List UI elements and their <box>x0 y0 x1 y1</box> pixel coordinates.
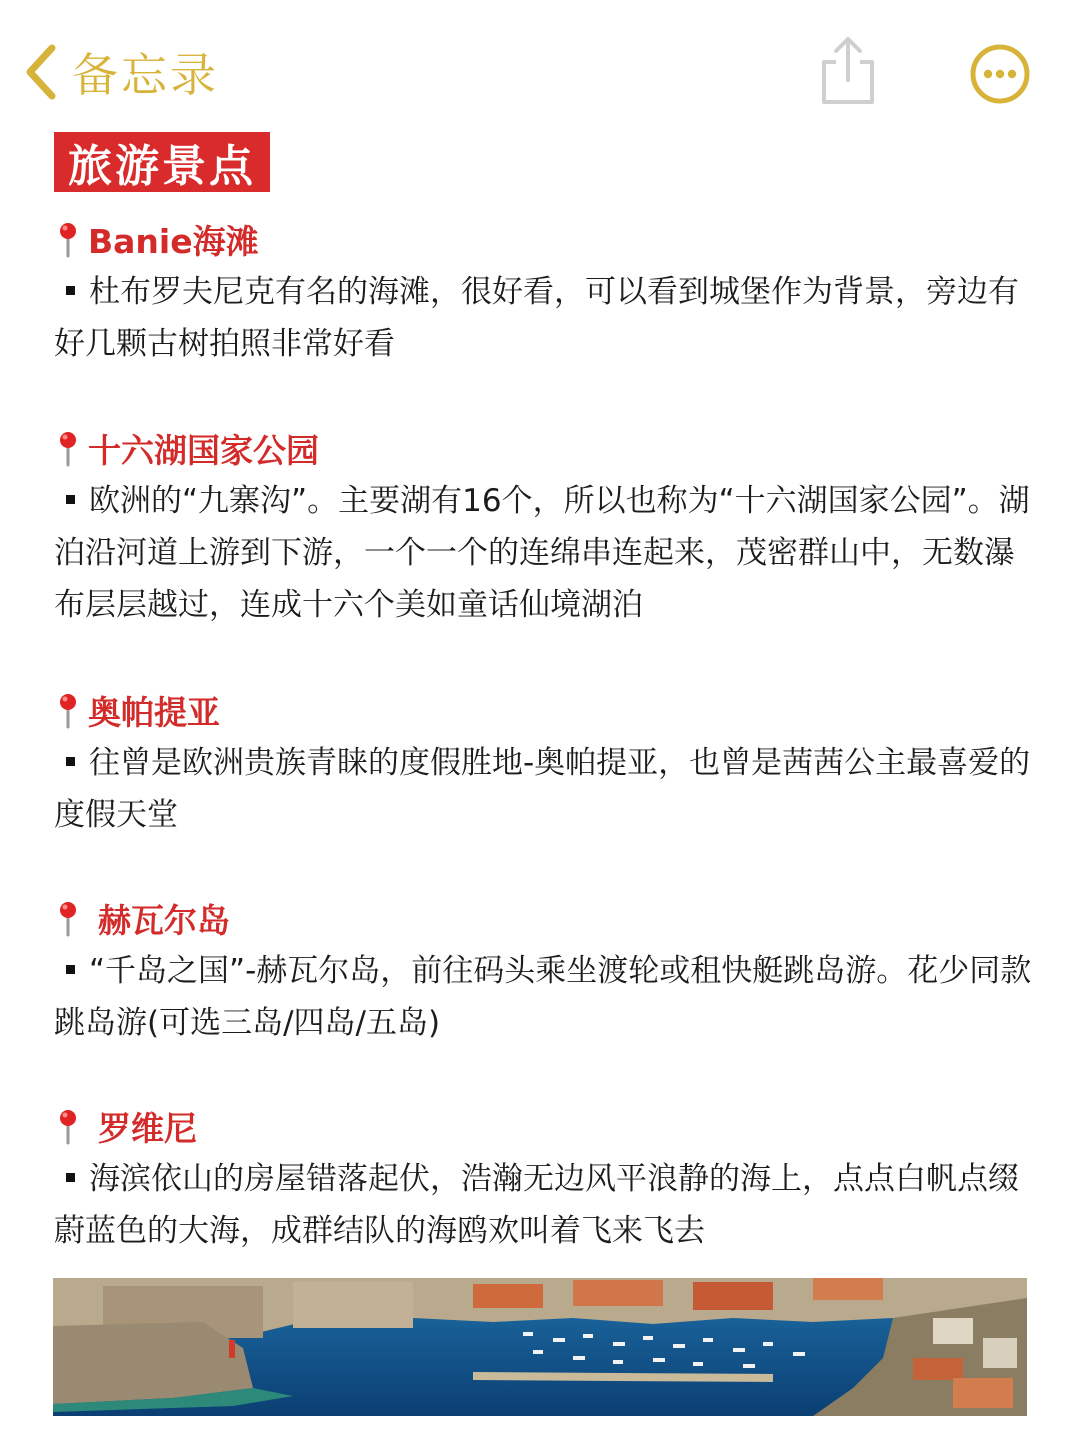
section-title: Banie海滩 <box>88 221 259 261</box>
section-body <box>54 266 1034 370</box>
section-header <box>54 895 1034 941</box>
back-label: 备忘录 <box>72 48 219 102</box>
section-body <box>54 1153 1034 1257</box>
section-body <box>54 945 1034 1049</box>
section-body <box>54 475 1034 631</box>
back-button[interactable] <box>22 40 219 104</box>
share-icon <box>816 34 880 106</box>
more-icon <box>968 42 1032 106</box>
attraction-section <box>54 216 1034 370</box>
section-text: 欧洲的“九寨沟”。主要湖有16个，所以也称为“十六湖国家公园”。湖泊沿河道上游到下游，一个一个的连绵串连起来，茂密群山中，无数瀑布层层越过，连成十六个美如童话仙境湖泊 <box>54 483 1030 623</box>
section-text: 往曾是欧洲贵族青睐的度假胜地-奥帕提亚，也曾是茜茜公主最喜爱的度假天堂 <box>54 745 1031 833</box>
attraction-section <box>54 1103 1034 1257</box>
section-header <box>54 425 1034 471</box>
bullet <box>66 495 75 504</box>
pin-icon <box>54 691 82 729</box>
pin-icon <box>54 1107 82 1145</box>
harbor-photo <box>53 1278 1027 1416</box>
pin-icon <box>54 899 82 937</box>
page-title-banner <box>54 132 270 192</box>
bullet <box>66 757 75 766</box>
attraction-section <box>54 895 1034 1049</box>
bullet <box>66 965 75 974</box>
bullet <box>66 286 75 295</box>
pin-icon <box>54 220 82 258</box>
section-title: 奥帕提亚 <box>88 692 220 732</box>
chevron-left-icon <box>22 42 58 102</box>
attraction-section <box>54 687 1034 841</box>
section-header <box>54 216 1034 262</box>
section-text: “千岛之国”-赫瓦尔岛，前往码头乘坐渡轮或租快艇跳岛游。花少同款跳岛游(可选三岛/四岛/五岛) <box>54 953 1032 1041</box>
section-text: 杜布罗夫尼克有名的海滩，很好看，可以看到城堡作为背景，旁边有好几颗古树拍照非常好看 <box>54 274 1019 362</box>
share-button[interactable] <box>816 34 880 106</box>
page-title: 旅游景点 <box>68 141 256 192</box>
section-header <box>54 687 1034 733</box>
section-header <box>54 1103 1034 1149</box>
section-title: 十六湖国家公园 <box>88 430 319 470</box>
section-title: 罗维尼 <box>98 1108 197 1148</box>
more-button[interactable] <box>968 42 1032 106</box>
section-text: 海滨依山的房屋错落起伏，浩瀚无边风平浪静的海上，点点白帆点缀蔚蓝色的大海，成群结队的海鸥欢叫着飞来飞去 <box>54 1161 1019 1249</box>
attraction-section <box>54 425 1034 631</box>
nav-bar <box>0 0 1080 130</box>
section-title: 赫瓦尔岛 <box>98 900 230 940</box>
bullet <box>66 1173 75 1182</box>
pin-icon <box>54 429 82 467</box>
section-body <box>54 737 1034 841</box>
